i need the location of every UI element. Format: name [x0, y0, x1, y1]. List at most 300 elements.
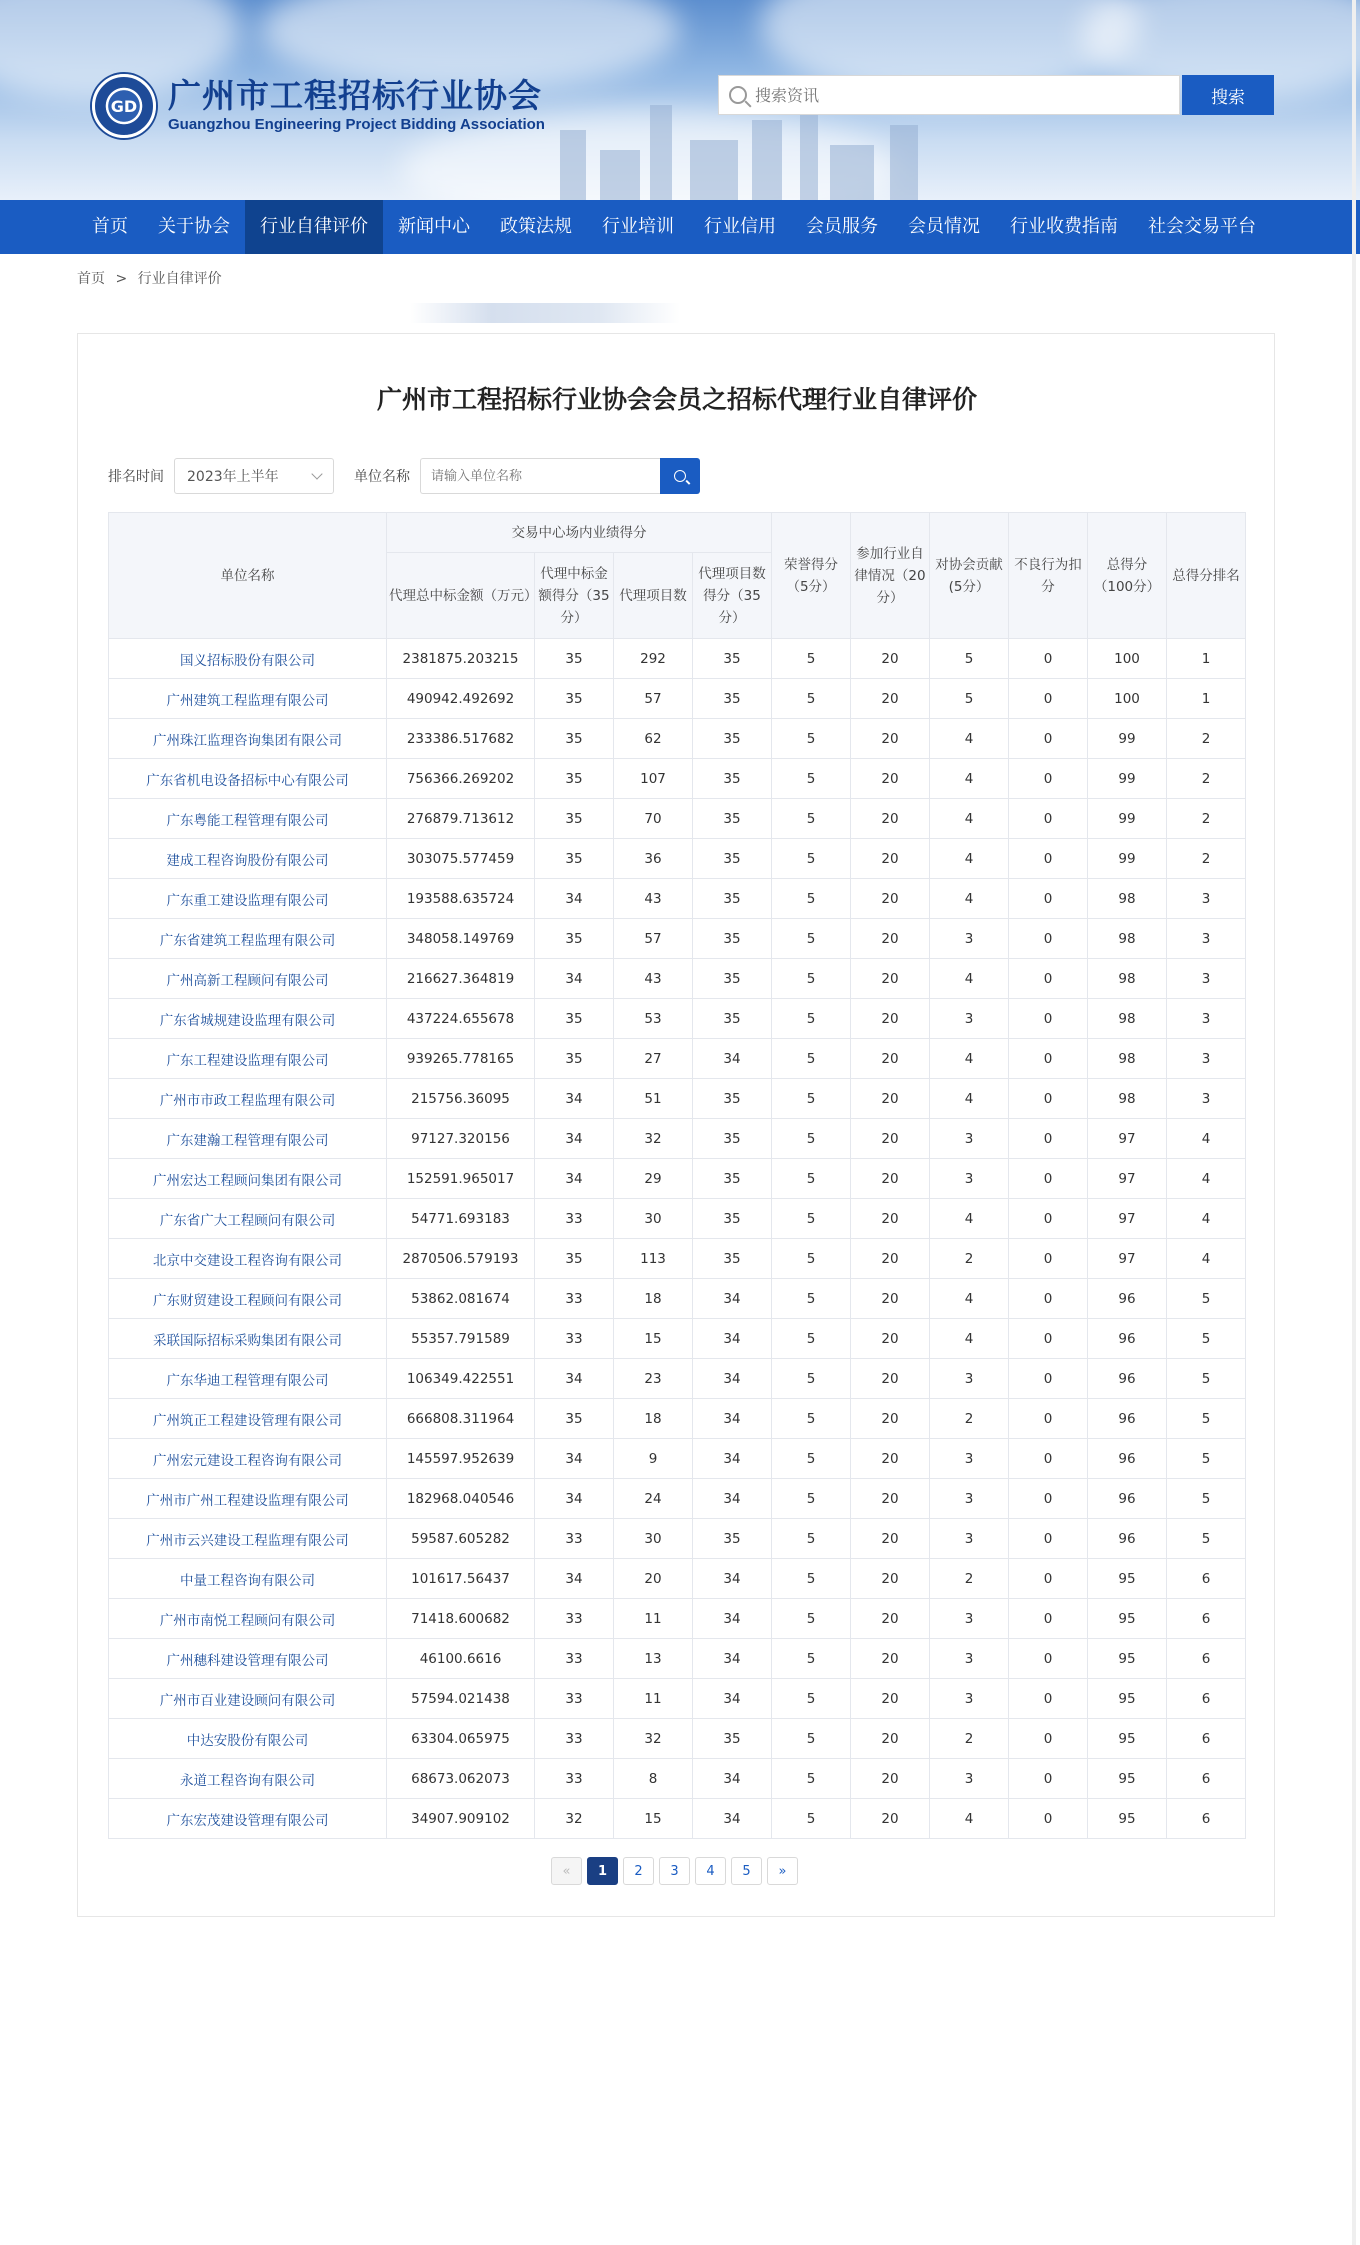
- table-cell: 0: [1009, 1399, 1088, 1439]
- table-cell: 35: [535, 1399, 614, 1439]
- table-cell: 5: [772, 719, 851, 759]
- table-cell: 35: [535, 999, 614, 1039]
- table-cell: 68673.062073: [387, 1759, 535, 1799]
- table-row: [109, 1239, 1246, 1279]
- nav-item[interactable]: 关于协会: [158, 216, 230, 237]
- table-cell: 34: [693, 1559, 772, 1599]
- table-cell: 20: [851, 1039, 930, 1079]
- table-cell: 0: [1009, 919, 1088, 959]
- table-row: [109, 1039, 1246, 1079]
- table-cell: 34: [535, 1439, 614, 1479]
- table-cell: 35: [535, 1239, 614, 1279]
- header-honor: 荣誉得分（5分）: [772, 513, 851, 639]
- nav-item[interactable]: 行业自律评价: [245, 200, 383, 254]
- unit-name-link[interactable]: 广州珠江监理咨询集团有限公司: [109, 719, 387, 759]
- unit-name-link[interactable]: 广州市百业建设顾问有限公司: [109, 1679, 387, 1719]
- table-cell: 57: [614, 919, 693, 959]
- table-cell: 35: [693, 1239, 772, 1279]
- nav-item[interactable]: 社会交易平台: [1148, 216, 1256, 237]
- table-cell: 0: [1009, 1519, 1088, 1559]
- table-cell: 53: [614, 999, 693, 1039]
- table-cell: 35: [693, 1119, 772, 1159]
- table-cell: 5: [772, 1039, 851, 1079]
- table-row: [109, 1799, 1246, 1839]
- table-cell: 97: [1088, 1159, 1167, 1199]
- table-cell: 4: [1167, 1239, 1246, 1279]
- table-cell: 97: [1088, 1199, 1167, 1239]
- table-cell: 3: [1167, 959, 1246, 999]
- table-cell: 33: [535, 1519, 614, 1559]
- table-cell: 5: [1167, 1399, 1246, 1439]
- table-cell: 34907.909102: [387, 1799, 535, 1839]
- unit-name-link[interactable]: 广州筑正工程建设管理有限公司: [109, 1399, 387, 1439]
- table-cell: 63304.065975: [387, 1719, 535, 1759]
- table-cell: 2: [1167, 839, 1246, 879]
- ranking-table: [108, 512, 1246, 1839]
- table-cell: 4: [930, 879, 1009, 919]
- unit-name-link[interactable]: 广东宏茂建设管理有限公司: [109, 1799, 387, 1839]
- nav-item[interactable]: 会员服务: [806, 216, 878, 237]
- unit-name-link[interactable]: 永道工程咨询有限公司: [109, 1759, 387, 1799]
- table-cell: 35: [535, 679, 614, 719]
- table-cell: 20: [851, 1679, 930, 1719]
- table-row: [109, 1159, 1246, 1199]
- table-cell: 0: [1009, 1239, 1088, 1279]
- table-cell: 5: [772, 1439, 851, 1479]
- table-cell: 99: [1088, 799, 1167, 839]
- table-cell: 5: [772, 1799, 851, 1839]
- table-cell: 30: [614, 1199, 693, 1239]
- table-cell: 5: [772, 1639, 851, 1679]
- table-cell: 96: [1088, 1319, 1167, 1359]
- table-cell: 35: [535, 799, 614, 839]
- unit-search-button[interactable]: [660, 458, 700, 494]
- table-cell: 5: [772, 1359, 851, 1399]
- table-cell: 152591.965017: [387, 1159, 535, 1199]
- association-emblem-icon: GD: [92, 74, 156, 138]
- table-cell: 145597.952639: [387, 1439, 535, 1479]
- table-row: [109, 999, 1246, 1039]
- unit-name-link[interactable]: 广州宏元建设工程咨询有限公司: [109, 1439, 387, 1479]
- table-cell: 95: [1088, 1719, 1167, 1759]
- table-cell: 20: [851, 879, 930, 919]
- table-cell: 2381875.203215: [387, 639, 535, 679]
- page-button[interactable]: 5: [731, 1857, 762, 1885]
- table-cell: 34: [535, 1559, 614, 1599]
- table-cell: 5: [772, 759, 851, 799]
- table-cell: 34: [693, 1399, 772, 1439]
- table-cell: 3: [930, 1359, 1009, 1399]
- page-button[interactable]: 3: [659, 1857, 690, 1885]
- table-cell: 3: [930, 1119, 1009, 1159]
- table-cell: 3: [1167, 919, 1246, 959]
- site-search-input[interactable]: [755, 86, 1155, 105]
- table-cell: 33: [535, 1279, 614, 1319]
- table-cell: 96: [1088, 1439, 1167, 1479]
- unit-name-link[interactable]: 广东华迪工程管理有限公司: [109, 1359, 387, 1399]
- table-cell: 95: [1088, 1799, 1167, 1839]
- unit-name-link[interactable]: 广州建筑工程监理有限公司: [109, 679, 387, 719]
- table-cell: 3: [1167, 1039, 1246, 1079]
- table-cell: 20: [851, 1559, 930, 1599]
- page-button[interactable]: 4: [695, 1857, 726, 1885]
- table-cell: 34: [693, 1679, 772, 1719]
- table-cell: 35: [693, 919, 772, 959]
- table-cell: 53862.081674: [387, 1279, 535, 1319]
- table-cell: 35: [535, 1039, 614, 1079]
- table-cell: 5: [772, 959, 851, 999]
- unit-name-link[interactable]: 广东粤能工程管理有限公司: [109, 799, 387, 839]
- unit-name-link[interactable]: 广州市广州工程建设监理有限公司: [109, 1479, 387, 1519]
- unit-name-link[interactable]: 广州宏达工程顾问集团有限公司: [109, 1159, 387, 1199]
- table-cell: 33: [535, 1199, 614, 1239]
- scrollbar-track[interactable]: [1352, 0, 1356, 2245]
- table-cell: 34: [535, 1079, 614, 1119]
- table-cell: 35: [693, 1199, 772, 1239]
- unit-name-link[interactable]: 广州市南悦工程顾问有限公司: [109, 1599, 387, 1639]
- time-select-value: 2023年上半年: [187, 469, 279, 485]
- table-cell: 5: [1167, 1279, 1246, 1319]
- breadcrumb-home[interactable]: 首页: [77, 271, 105, 287]
- table-cell: 5: [772, 1239, 851, 1279]
- table-cell: 1: [1167, 639, 1246, 679]
- table-cell: 20: [851, 719, 930, 759]
- table-row: [109, 639, 1246, 679]
- table-cell: 35: [693, 639, 772, 679]
- table-cell: 46100.6616: [387, 1639, 535, 1679]
- table-cell: 5: [930, 639, 1009, 679]
- logo[interactable]: [92, 74, 545, 138]
- table-cell: 43: [614, 879, 693, 919]
- table-cell: 2870506.579193: [387, 1239, 535, 1279]
- unit-name-link[interactable]: 广州穗科建设管理有限公司: [109, 1639, 387, 1679]
- header-contribution: 对协会贡献(5分）: [930, 513, 1009, 639]
- table-cell: 34: [693, 1359, 772, 1399]
- table-cell: 0: [1009, 1359, 1088, 1399]
- table-cell: 0: [1009, 719, 1088, 759]
- table-cell: 11: [614, 1679, 693, 1719]
- table-cell: 0: [1009, 639, 1088, 679]
- table-cell: 11: [614, 1599, 693, 1639]
- table-cell: 20: [851, 1279, 930, 1319]
- table-cell: 5: [772, 999, 851, 1039]
- table-cell: 756366.269202: [387, 759, 535, 799]
- table-cell: 15: [614, 1799, 693, 1839]
- table-cell: 98: [1088, 919, 1167, 959]
- table-cell: 20: [851, 1719, 930, 1759]
- table-cell: 35: [535, 719, 614, 759]
- table-cell: 34: [693, 1639, 772, 1679]
- table-cell: 1: [1167, 679, 1246, 719]
- main-nav: [0, 200, 1360, 254]
- unit-name-link[interactable]: 北京中交建设工程咨询有限公司: [109, 1239, 387, 1279]
- header-self-discipline: 参加行业自律情况（20分）: [851, 513, 930, 639]
- table-cell: 2: [930, 1559, 1009, 1599]
- next-page-button[interactable]: »: [767, 1857, 798, 1885]
- table-cell: 97: [1088, 1119, 1167, 1159]
- table-cell: 34: [535, 1159, 614, 1199]
- table-cell: 182968.040546: [387, 1479, 535, 1519]
- table-cell: 59587.605282: [387, 1519, 535, 1559]
- table-cell: 3: [1167, 1079, 1246, 1119]
- table-row: [109, 1199, 1246, 1239]
- table-cell: 3: [930, 1599, 1009, 1639]
- table-cell: 97: [1088, 1239, 1167, 1279]
- unit-name-link[interactable]: 广东重工建设监理有限公司: [109, 879, 387, 919]
- table-cell: 35: [535, 639, 614, 679]
- filter-row: [108, 458, 700, 494]
- table-cell: 98: [1088, 1039, 1167, 1079]
- nav-item[interactable]: 会员情况: [908, 216, 980, 237]
- unit-name-link[interactable]: 广东省城规建设监理有限公司: [109, 999, 387, 1039]
- table-cell: 18: [614, 1279, 693, 1319]
- unit-name-link[interactable]: 采联国际招标采购集团有限公司: [109, 1319, 387, 1359]
- table-cell: 29: [614, 1159, 693, 1199]
- site-search-box: [718, 75, 1180, 115]
- nav-item[interactable]: 政策法规: [500, 216, 572, 237]
- table-cell: 20: [851, 799, 930, 839]
- header-trade-center-score: 交易中心场内业绩得分: [387, 513, 772, 553]
- table-cell: 8: [614, 1759, 693, 1799]
- table-row: [109, 1599, 1246, 1639]
- table-cell: 55357.791589: [387, 1319, 535, 1359]
- nav-item[interactable]: 首页: [92, 216, 128, 237]
- table-row: [109, 1119, 1246, 1159]
- table-cell: 490942.492692: [387, 679, 535, 719]
- table-cell: 34: [693, 1039, 772, 1079]
- content-card: [77, 333, 1275, 1917]
- unit-filter-label: 单位名称: [354, 469, 410, 485]
- table-cell: 3: [930, 1519, 1009, 1559]
- table-cell: 3: [930, 1479, 1009, 1519]
- page-button[interactable]: 1: [587, 1857, 618, 1885]
- table-row: [109, 1679, 1246, 1719]
- table-row: [109, 679, 1246, 719]
- table-cell: 95: [1088, 1759, 1167, 1799]
- table-cell: 100: [1088, 679, 1167, 719]
- header-project-count: 代理项目数: [614, 553, 693, 639]
- table-cell: 20: [851, 839, 930, 879]
- table-cell: 0: [1009, 999, 1088, 1039]
- time-select[interactable]: [174, 458, 334, 494]
- table-cell: 5: [772, 1759, 851, 1799]
- table-cell: 437224.655678: [387, 999, 535, 1039]
- table-cell: 5: [1167, 1439, 1246, 1479]
- table-cell: 193588.635724: [387, 879, 535, 919]
- table-cell: 5: [772, 1119, 851, 1159]
- unit-name-link[interactable]: 中量工程咨询有限公司: [109, 1559, 387, 1599]
- table-cell: 20: [614, 1559, 693, 1599]
- table-cell: 96: [1088, 1359, 1167, 1399]
- table-cell: 0: [1009, 1439, 1088, 1479]
- table-cell: 51: [614, 1079, 693, 1119]
- table-cell: 35: [693, 799, 772, 839]
- table-cell: 3: [930, 919, 1009, 959]
- time-filter-label: 排名时间: [108, 469, 164, 485]
- unit-name-link[interactable]: 广东工程建设监理有限公司: [109, 1039, 387, 1079]
- table-cell: 5: [772, 879, 851, 919]
- table-cell: 4: [930, 1799, 1009, 1839]
- table-cell: 20: [851, 1199, 930, 1239]
- unit-name-link[interactable]: 广州市市政工程监理有限公司: [109, 1079, 387, 1119]
- table-cell: 6: [1167, 1599, 1246, 1639]
- table-cell: 3: [930, 1439, 1009, 1479]
- site-search-button[interactable]: 搜索: [1182, 75, 1274, 115]
- table-cell: 96: [1088, 1479, 1167, 1519]
- table-cell: 0: [1009, 1279, 1088, 1319]
- table-cell: 5: [772, 1599, 851, 1639]
- chevron-down-icon: [311, 468, 322, 479]
- nav-item[interactable]: 行业培训: [602, 216, 674, 237]
- table-cell: 35: [693, 1519, 772, 1559]
- pagination: [551, 1857, 803, 1885]
- table-cell: 5: [772, 679, 851, 719]
- table-row: [109, 959, 1246, 999]
- table-cell: 5: [1167, 1319, 1246, 1359]
- org-name-cn: 广州市工程招标行业协会: [168, 76, 542, 115]
- unit-name-link[interactable]: 广东省建筑工程监理有限公司: [109, 919, 387, 959]
- table-cell: 5: [772, 1719, 851, 1759]
- table-row: [109, 919, 1246, 959]
- table-cell: 33: [535, 1759, 614, 1799]
- page-button[interactable]: 2: [623, 1857, 654, 1885]
- unit-name-link[interactable]: 广州市云兴建设工程监理有限公司: [109, 1519, 387, 1559]
- table-row: [109, 1279, 1246, 1319]
- table-cell: 20: [851, 679, 930, 719]
- table-cell: 32: [535, 1799, 614, 1839]
- table-cell: 36: [614, 839, 693, 879]
- header-project-score: 代理项目数得分（35分）: [693, 553, 772, 639]
- table-cell: 43: [614, 959, 693, 999]
- unit-name-link[interactable]: 广州高新工程顾问有限公司: [109, 959, 387, 999]
- unit-name-link[interactable]: 广东建瀚工程管理有限公司: [109, 1119, 387, 1159]
- table-cell: 2: [1167, 799, 1246, 839]
- table-cell: 0: [1009, 1039, 1088, 1079]
- table-cell: 4: [1167, 1199, 1246, 1239]
- table-row: [109, 879, 1246, 919]
- header-unit-name: 单位名称: [109, 513, 387, 639]
- table-cell: 5: [772, 839, 851, 879]
- table-cell: 20: [851, 1599, 930, 1639]
- table-cell: 34: [693, 1319, 772, 1359]
- table-cell: 5: [930, 679, 1009, 719]
- table-cell: 4: [930, 1319, 1009, 1359]
- table-cell: 35: [535, 839, 614, 879]
- table-cell: 4: [930, 759, 1009, 799]
- table-cell: 33: [535, 1639, 614, 1679]
- table-cell: 3: [930, 999, 1009, 1039]
- table-cell: 98: [1088, 1079, 1167, 1119]
- table-cell: 20: [851, 1079, 930, 1119]
- table-cell: 4: [930, 1079, 1009, 1119]
- header-bad-behavior: 不良行为扣分: [1009, 513, 1088, 639]
- table-cell: 0: [1009, 1719, 1088, 1759]
- table-cell: 4: [1167, 1119, 1246, 1159]
- table-cell: 6: [1167, 1759, 1246, 1799]
- table-cell: 5: [1167, 1479, 1246, 1519]
- table-cell: 4: [930, 1199, 1009, 1239]
- header-amount: 代理总中标金额（万元）: [387, 553, 535, 639]
- table-cell: 99: [1088, 839, 1167, 879]
- table-cell: 33: [535, 1719, 614, 1759]
- table-cell: 35: [535, 919, 614, 959]
- table-cell: 5: [772, 1559, 851, 1599]
- table-cell: 113: [614, 1239, 693, 1279]
- table-cell: 5: [772, 1479, 851, 1519]
- table-cell: 5: [1167, 1519, 1246, 1559]
- table-cell: 18: [614, 1399, 693, 1439]
- unit-name-input[interactable]: [420, 458, 660, 494]
- table-cell: 5: [772, 1519, 851, 1559]
- nav-item[interactable]: 行业信用: [704, 216, 776, 237]
- table-cell: 0: [1009, 1079, 1088, 1119]
- search-icon: [674, 470, 686, 482]
- table-cell: 6: [1167, 1679, 1246, 1719]
- table-cell: 0: [1009, 839, 1088, 879]
- table-cell: 666808.311964: [387, 1399, 535, 1439]
- table-cell: 20: [851, 1159, 930, 1199]
- table-cell: 0: [1009, 1639, 1088, 1679]
- table-cell: 292: [614, 639, 693, 679]
- unit-name-link[interactable]: 广东省广大工程顾问有限公司: [109, 1199, 387, 1239]
- table-row: [109, 1399, 1246, 1439]
- table-cell: 5: [772, 1679, 851, 1719]
- table-cell: 20: [851, 1399, 930, 1439]
- table-row: [109, 719, 1246, 759]
- table-cell: 33: [535, 1599, 614, 1639]
- nav-item[interactable]: 新闻中心: [398, 216, 470, 237]
- table-cell: 35: [693, 959, 772, 999]
- table-cell: 4: [930, 1039, 1009, 1079]
- banner-strip: [410, 303, 680, 323]
- table-cell: 96: [1088, 1399, 1167, 1439]
- table-cell: 0: [1009, 1119, 1088, 1159]
- breadcrumb-current: 行业自律评价: [137, 271, 222, 287]
- unit-name-link[interactable]: 建成工程咨询股份有限公司: [109, 839, 387, 879]
- table-cell: 5: [1167, 1359, 1246, 1399]
- table-cell: 6: [1167, 1799, 1246, 1839]
- table-cell: 0: [1009, 1319, 1088, 1359]
- table-cell: 2: [930, 1399, 1009, 1439]
- table-cell: 20: [851, 639, 930, 679]
- unit-name-link[interactable]: 广东财贸建设工程顾问有限公司: [109, 1279, 387, 1319]
- nav-item[interactable]: 行业收费指南: [1010, 216, 1118, 237]
- table-cell: 100: [1088, 639, 1167, 679]
- unit-name-link[interactable]: 中达安股份有限公司: [109, 1719, 387, 1759]
- breadcrumb: [77, 268, 228, 288]
- table-cell: 20: [851, 1639, 930, 1679]
- prev-page-button[interactable]: «: [551, 1857, 582, 1885]
- table-cell: 216627.364819: [387, 959, 535, 999]
- header-total-score: 总得分（100分）: [1088, 513, 1167, 639]
- table-cell: 35: [693, 679, 772, 719]
- table-cell: 34: [535, 1119, 614, 1159]
- table-cell: 34: [693, 1479, 772, 1519]
- table-cell: 0: [1009, 1799, 1088, 1839]
- header-rank: 总得分排名: [1167, 513, 1246, 639]
- table-cell: 6: [1167, 1559, 1246, 1599]
- table-cell: 20: [851, 959, 930, 999]
- unit-name-link[interactable]: 国义招标股份有限公司: [109, 639, 387, 679]
- site-header: [0, 0, 1360, 200]
- table-cell: 35: [693, 879, 772, 919]
- table-cell: 23: [614, 1359, 693, 1399]
- table-cell: 6: [1167, 1639, 1246, 1679]
- table-cell: 98: [1088, 999, 1167, 1039]
- unit-name-link[interactable]: 广东省机电设备招标中心有限公司: [109, 759, 387, 799]
- table-cell: 2: [930, 1719, 1009, 1759]
- table-cell: 0: [1009, 1599, 1088, 1639]
